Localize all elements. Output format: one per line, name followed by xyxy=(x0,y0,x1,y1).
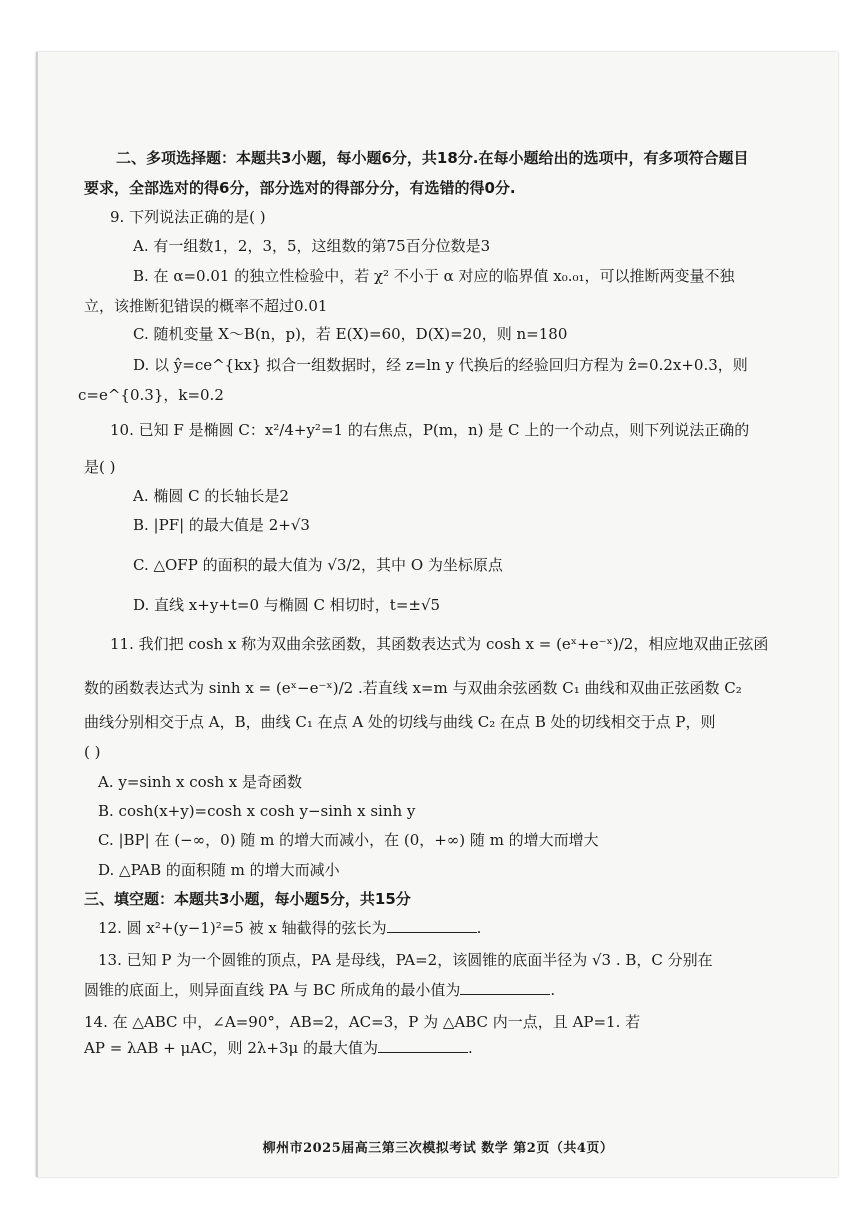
section2-header-line2: 要求，全部选对的得6分，部分选对的得部分分，有选错的得0分. xyxy=(84,179,516,197)
q11-stem-line4: ( ) xyxy=(84,743,101,761)
q11-stem-line3: 曲线分别相交于点 A，B，曲线 C₁ 在点 A 处的切线与曲线 C₂ 在点 B 处的切线相交于点 P，则 xyxy=(84,713,716,731)
q12-end: . xyxy=(476,919,482,937)
q14-answer-blank[interactable] xyxy=(378,1038,468,1053)
q9-option-a: A. 有一组数1，2，3，5，这组数的第75百分位数是3 xyxy=(133,237,491,255)
q10-stem-line2: 是( ) xyxy=(84,458,116,476)
q13-stem: 圆锥的底面上，则异面直线 PA 与 BC 所成角的最小值为 xyxy=(84,981,461,999)
q12-text xyxy=(98,918,481,938)
q10-stem-line1: 10. 已知 F 是椭圆 C：x²/4+y²=1 的右焦点，P(m，n) 是 C 上的一个动点，则下列说法正确的 xyxy=(110,421,750,439)
page-footer: 柳州市2025届高三第三次模拟考试 数学 第2页（共4页） xyxy=(262,1141,614,1156)
q10-option-c: C. △OFP 的面积的最大值为 √3/2，其中 O 为坐标原点 xyxy=(133,556,503,574)
q9-stem: 9. 下列说法正确的是( ) xyxy=(110,208,266,226)
q9-option-b-line1: B. 在 α=0.01 的独立性检验中，若 χ² 不小于 α 对应的临界值 x₀.₀₁，可以推断两变量不独 xyxy=(133,267,735,285)
q9-option-b-line2: 立，该推断犯错误的概率不超过0.01 xyxy=(84,297,328,315)
q11-option-a: A. y=sinh x cosh x 是奇函数 xyxy=(98,773,303,791)
q13-line2 xyxy=(84,980,555,1000)
q11-stem-line1: 11. 我们把 cosh x 称为双曲余弦函数，其函数表达式为 cosh x = (eˣ+e⁻ˣ)/2，相应地双曲正弦函 xyxy=(110,635,769,653)
q11-option-d: D. △PAB 的面积随 m 的增大而减小 xyxy=(98,861,340,879)
q11-option-c: C. |BP| 在 (−∞，0) 随 m 的增大而减小，在 (0，+∞) 随 m 的增大而增大 xyxy=(98,831,599,849)
q14-line1: 14. 在 △ABC 中，∠A=90°，AB=2，AC=3，P 为 △ABC 内一点，且 AP=1. 若 xyxy=(84,1013,641,1031)
section3-header: 三、填空题：本题共3小题，每小题5分，共15分 xyxy=(84,890,411,908)
q11-stem-line2: 数的函数表达式为 sinh x = (eˣ−e⁻ˣ)/2 .若直线 x=m 与双曲余弦函数 C₁ 曲线和双曲正弦函数 C₂ xyxy=(84,679,742,697)
q14-line2 xyxy=(84,1038,473,1058)
q12-answer-blank[interactable] xyxy=(387,918,477,933)
q10-option-b: B. |PF| 的最大值是 2+√3 xyxy=(133,516,310,534)
q14-stem: AP = λAB + μAC，则 2λ+3μ 的最大值为 xyxy=(84,1039,379,1057)
q12-stem: 12. 圆 x²+(y−1)²=5 被 x 轴截得的弦长为 xyxy=(98,919,387,937)
q9-option-d-line1: D. 以 ŷ=ce^{kx} 拟合一组数据时，经 z=ln y 代换后的经验回归方程为 ẑ=0.2x+0.3，则 xyxy=(133,356,748,374)
q10-option-d: D. 直线 x+y+t=0 与椭圆 C 相切时，t=±√5 xyxy=(133,596,441,614)
q9-option-c: C. 随机变量 X～B(n，p)，若 E(X)=60，D(X)=20，则 n=180 xyxy=(133,325,568,343)
q13-answer-blank[interactable] xyxy=(460,980,550,995)
q11-option-b: B. cosh(x+y)=cosh x cosh y−sinh x sinh y xyxy=(98,802,416,820)
q14-end: . xyxy=(468,1039,473,1057)
scan-border xyxy=(0,0,868,60)
section2-header-line1: 二、多项选择题：本题共3小题，每小题6分，共18分.在每小题给出的选项中，有多项符合题目 xyxy=(116,149,749,167)
q13-end: . xyxy=(550,981,556,999)
q13-line1: 13. 已知 P 为一个圆锥的顶点，PA 是母线，PA=2，该圆锥的底面半径为 √3 . B，C 分别在 xyxy=(98,951,713,969)
q10-option-a: A. 椭圆 C 的长轴长是2 xyxy=(133,487,289,505)
q9-option-d-line2: c=e^{0.3}，k=0.2 xyxy=(78,386,224,404)
exam-page xyxy=(36,52,838,1177)
